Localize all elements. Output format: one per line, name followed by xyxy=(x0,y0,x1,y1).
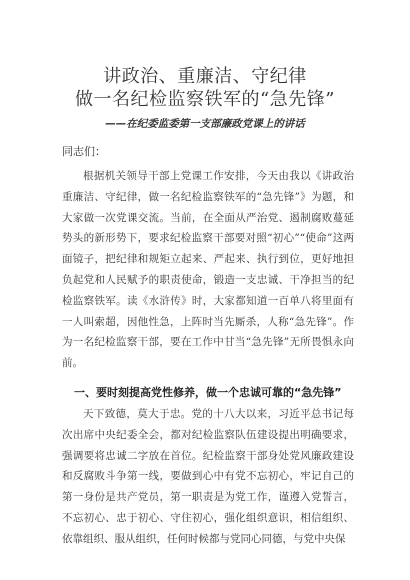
doc-subtitle: ——在纪委监委第一支部廉政党课上的讲话 xyxy=(105,118,305,130)
paragraph-intro xyxy=(62,166,354,374)
paragraph-section-1 xyxy=(62,404,354,550)
doc-title-line-2: 做一名纪检监察铁军的“急先锋” xyxy=(75,89,335,110)
salutation: 同志们： xyxy=(62,145,106,158)
section-heading-1: 一、要时刻提高党性修养，做一个忠诚可靠的“急先锋” xyxy=(74,386,342,399)
doc-title-line-1: 讲政治、重廉洁、守纪律 xyxy=(103,66,307,87)
paragraph-1-text: 根据机关领导干部上党课工作安排，今天由我以《讲政治重廉洁、守纪律，做一名纪检监察铁军的“急先锋”》为题，和大家做一次党课交流。当前，在全面从严治党、遏制腐败蔓延势头的新形势下，要求纪检监察干部要对照“初心”“使命”这两面镜子，把纪律和规矩立起来、严起来、执行到位，更好地担负起党和人民赋予的职责使命，锻造一支忠诚、干净担当的纪检监察铁军。读《水浒传》时，大家都知道一百单八将里面有一人叫索超，因他性急，上阵时当先厮杀，人称“急先锋”。作为一名纪检监察干部，要在工作中甘当“急先锋”无所畏惧永向前。 xyxy=(62,170,354,370)
paragraph-2-text: 天下致德，莫大于忠。党的十八大以来，习近平总书记每次出席中央纪委全会，都对纪检监察队伍建设提出明确要求，强调要将忠诚二字放在首位。纪检监察干部身处党风廉政建设和反腐败斗争第一线，要做到心中有党不忘初心，牢记自己的第一身份是共产党员，第一职责是为党工作，谨遵入党誓言，不忘初心、忠于初心、守住初心，强化组织意识，相信组织、依靠组织、服从组织，任何时候都与党同心同德，与党中央保 xyxy=(62,408,354,545)
